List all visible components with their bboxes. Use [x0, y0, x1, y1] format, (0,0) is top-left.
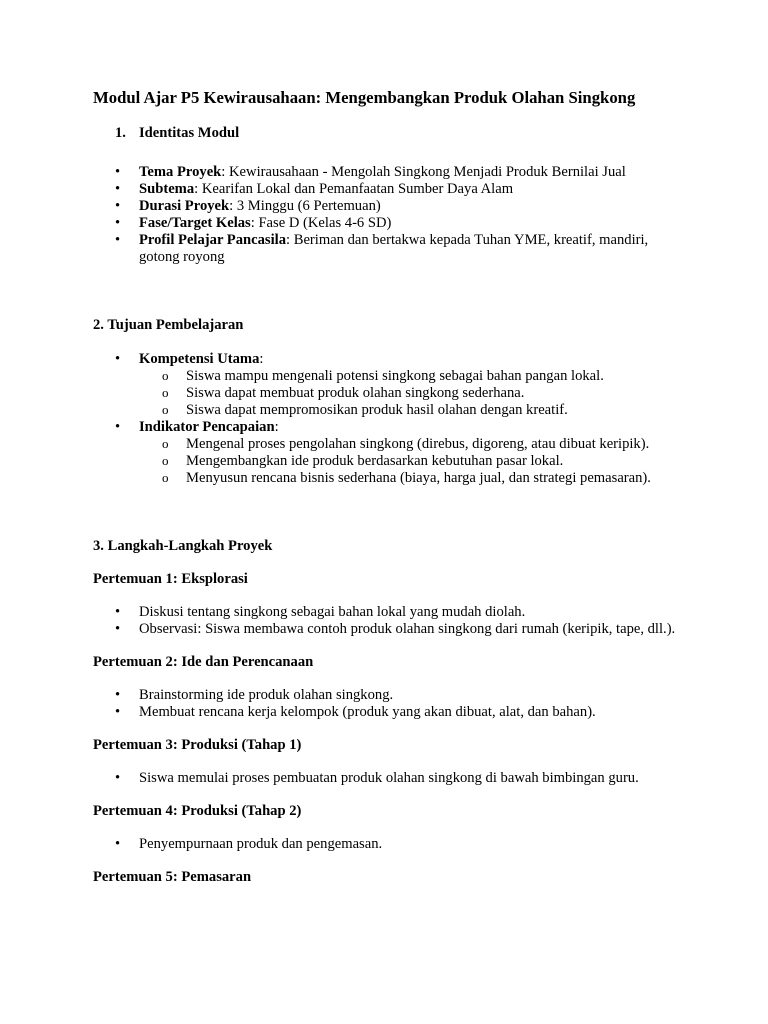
sub-list-item: o Mengenal proses pengolahan singkong (direbus, digoreng, atau dibuat keripik).: [139, 436, 688, 453]
sub-list-item: o Siswa dapat membuat produk olahan singkong sederhana.: [139, 385, 688, 402]
meeting-label: Pertemuan 4: [93, 803, 173, 819]
sub-list: [139, 436, 688, 487]
spacer: [93, 671, 688, 687]
spacer: [93, 787, 688, 803]
label-separator: :: [274, 419, 279, 435]
section-3-heading: 3. Langkah-Langkah Proyek: [93, 538, 273, 554]
spacer: [93, 721, 688, 737]
list-item: • Brainstorming ide produk olahan singkong.: [93, 687, 688, 704]
meeting-title: Eksplorasi: [181, 571, 248, 587]
label-separator: :: [172, 869, 182, 885]
label-separator: :: [286, 232, 291, 248]
item-label: Tema Proyek: [139, 164, 222, 180]
item-label: Profil Pelajar Pancasila: [139, 232, 286, 248]
list-item: • Membuat rencana kerja kelompok (produk yang akan dibuat, alat, dan bahan).: [93, 704, 688, 721]
sub-list-item: o Menyusun rencana bisnis sederhana (biaya, harga jual, dan strategi pemasaran).: [139, 470, 688, 487]
list-item: • Diskusi tentang singkong sebagai bahan lokal yang mudah diolah.: [93, 604, 688, 621]
meeting-1-list: [93, 604, 688, 638]
spacer: [93, 754, 688, 770]
objectives-list: [93, 351, 688, 487]
item-label: Fase/Target Kelas: [139, 215, 251, 231]
label-separator: :: [194, 181, 199, 197]
item-label: Durasi Proyek: [139, 198, 230, 214]
meeting-title: Produksi (Tahap 1): [181, 737, 302, 753]
section-2-heading: 2. Tujuan Pembelajaran: [93, 317, 244, 333]
identity-list: [93, 164, 688, 266]
item-text: Beriman dan bertakwa kepada Tuhan YME, kreatif, mandiri, gotong royong: [139, 232, 649, 265]
item-label: Subtema: [139, 181, 195, 197]
meeting-2-list: [93, 687, 688, 721]
label-separator: :: [172, 737, 182, 753]
spacer: [93, 853, 688, 869]
spacer: [93, 638, 688, 654]
meeting-heading: [93, 654, 688, 671]
list-item: [93, 351, 688, 419]
label-separator: :: [250, 215, 255, 231]
item-text: Fase D (Kelas 4-6 SD): [254, 215, 392, 231]
meeting-4-list: [93, 836, 688, 853]
item-text: Kearifan Lokal dan Pemanfaatan Sumber Daya Alam: [198, 181, 514, 197]
meeting-label: Pertemuan 2: [93, 654, 173, 670]
section-1-heading-text: Identitas Modul: [139, 125, 240, 141]
label-separator: :: [172, 571, 182, 587]
section-1-heading: [93, 125, 688, 142]
document-title: Modul Ajar P5 Kewirausahaan: Mengembangkan Produk Olahan Singkong: [93, 88, 636, 107]
meeting-label: Pertemuan 3: [93, 737, 173, 753]
meeting-title: Ide dan Perencanaan: [181, 654, 314, 670]
label-separator: :: [172, 654, 182, 670]
group-label: Indikator Pencapaian: [139, 419, 275, 435]
list-item: [93, 164, 688, 181]
list-item: • Siswa memulai proses pembuatan produk olahan singkong di bawah bimbingan guru.: [93, 770, 688, 787]
meeting-heading: [93, 737, 688, 754]
spacer: [93, 266, 688, 317]
meeting-label: Pertemuan 5: [93, 869, 173, 885]
sub-list-item: o Siswa dapat mempromosikan produk hasil olahan dengan kreatif.: [139, 402, 688, 419]
spacer: [93, 588, 688, 604]
list-item: • Observasi: Siswa membawa contoh produk olahan singkong dari rumah (keripik, tape, dll.).: [93, 621, 688, 638]
meeting-heading: [93, 803, 688, 820]
spacer: [93, 334, 688, 351]
list-item: [93, 419, 688, 487]
label-separator: :: [221, 164, 226, 180]
label-separator: :: [259, 351, 264, 367]
spacer: [93, 487, 688, 538]
meeting-title: Produksi (Tahap 2): [181, 803, 302, 819]
list-item: [93, 181, 688, 198]
meeting-title: Pemasaran: [181, 869, 252, 885]
section-1-number: 1.: [115, 125, 126, 141]
list-item: [93, 215, 688, 232]
spacer: [93, 555, 688, 571]
meeting-3-list: [93, 770, 688, 787]
section-1-list: [93, 125, 688, 142]
meeting-heading: [93, 869, 688, 886]
label-separator: :: [172, 803, 182, 819]
group-label: Kompetensi Utama: [139, 351, 260, 367]
spacer: [93, 820, 688, 836]
item-text: 3 Minggu (6 Pertemuan): [233, 198, 381, 214]
sub-list-item: o Siswa mampu mengenali potensi singkong sebagai bahan pangan lokal.: [139, 368, 688, 385]
item-text: Kewirausahaan - Mengolah Singkong Menjadi Produk Bernilai Jual: [225, 164, 626, 180]
list-item: • Penyempurnaan produk dan pengemasan.: [93, 836, 688, 853]
list-item: [93, 232, 688, 266]
list-item: [93, 198, 688, 215]
meeting-label: Pertemuan 1: [93, 571, 173, 587]
meeting-heading: [93, 571, 688, 588]
label-separator: :: [229, 198, 234, 214]
sub-list-item: o Mengembangkan ide produk berdasarkan kebutuhan pasar lokal.: [139, 453, 688, 470]
sub-list: [139, 368, 688, 419]
